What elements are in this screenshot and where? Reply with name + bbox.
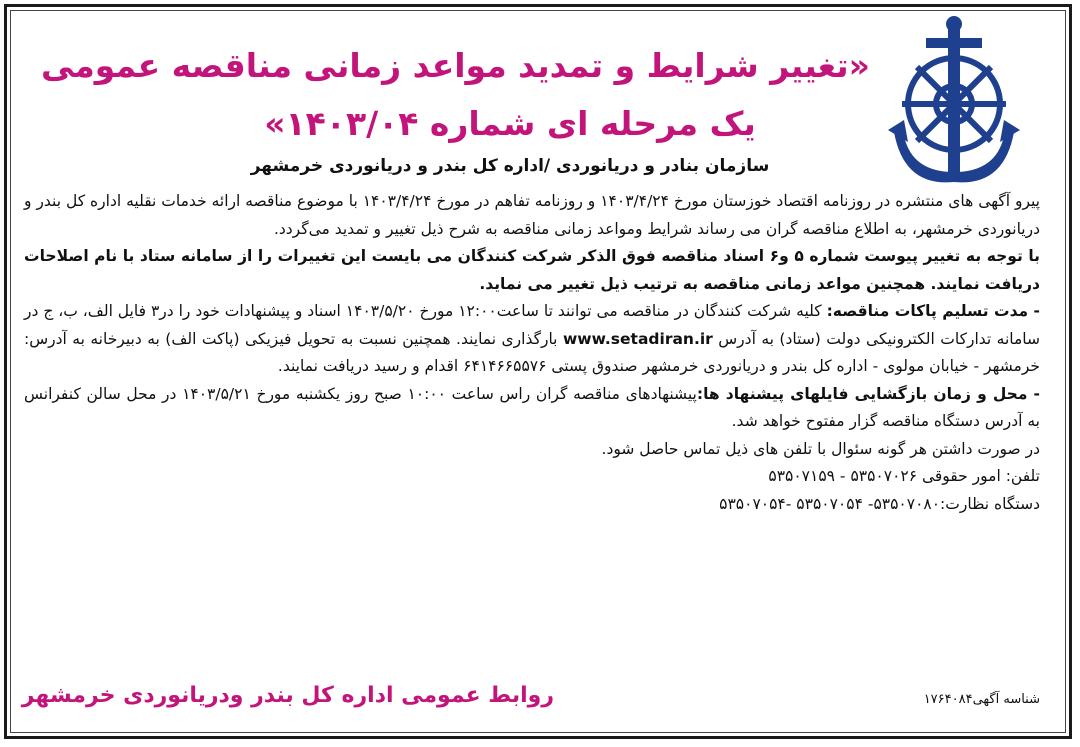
opening-paragraph xyxy=(24,381,1040,436)
website-link[interactable]: www.setadiran.ir xyxy=(562,329,713,348)
notice-title-line-1: «تغییر شرایط و تمدید مواعد زمانی مناقصه عمومی xyxy=(40,46,870,85)
questions-line: در صورت داشتن هر گونه سئوال با تلفن های ذیل تماس حاصل شود. xyxy=(601,439,1040,458)
delivery-paragraph xyxy=(24,298,1040,381)
phone-supervision-line: دستگاه نظارت:۵۳۵۰۷۰۸۰- ۵۳۵۰۷۰۵۴ -۵۳۵۰۷۰۵۴ xyxy=(719,494,1040,513)
delivery-label: - مدت تسلیم پاکات مناقصه: xyxy=(826,302,1040,320)
delivery-text-a: کلیه شرکت کنندگان در مناقصه می توانند تا ساعت۱۲:۰۰ مورخ ۱۴۰۳/۵/۲۰ اسناد و پیشنهادات خود را در۳ فایل الف، ب، ج در سامانه تدارکات الکترونیکی دولت (ستاد) به آدرس xyxy=(24,302,1041,348)
ad-id: شناسه آگهی۱۷۶۴۰۸۴ xyxy=(923,692,1040,707)
anchor-wheel-logo-icon xyxy=(874,12,1034,192)
notice-body xyxy=(24,188,1040,518)
bold-notice-paragraph: با توجه به تغییر پیوست شماره ۵ و۶ اسناد مناقصه فوق الذکر شرکت کنندگان می بایست این تغییرات را از سامانه ستاد با نام اصلاحات دریافت نمایند. همچنین مواعد زمانی مناقصه به ترتیب ذیل تغییر می نماید. xyxy=(24,247,1041,293)
notice-title-line-2: یک مرحله ای شماره ۱۴۰۳/۰۴» xyxy=(264,104,756,143)
notice-subtitle: سازمان بنادر و دریانوردی /اداره کل بندر و دریانوردی خرمشهر xyxy=(250,156,770,176)
intro-paragraph: پیرو آگهی های منتشره در روزنامه اقتصاد خوزستان مورخ ۱۴۰۳/۴/۲۴ و روزنامه تفاهم در مورخ ۱۴۰۳/۴/۲۴ با موضوع مناقصه ارائه خدمات نقلیه اداره کل بندر و دریانوردی خرمشهر، به اطلاع مناقصه گران می رساند شرایط ومواعد زمانی مناقصه به شرح ذیل تغییر و تمدید می‌گردد. xyxy=(24,192,1040,238)
delivery-text-b: بارگذاری نمایند. همچنین نسبت به تحویل فیزیکی (پاکت الف) به دبیرخانه به آدرس: خرمشهر - خیابان مولوی - اداره کل بندر و دریانوردی خرمشهر صندوق پستی ۶۴۱۴۶۶۵۵۷۶ اقدام و رسید دریافت نمایند. xyxy=(24,329,1040,375)
phone-legal-line: تلفن: امور حقوقی ۵۳۵۰۷۰۲۶ - ۵۳۵۰۷۱۵۹ xyxy=(768,467,1040,485)
opening-text: پیشنهادهای مناقصه گران راس ساعت ۱۰:۰۰ صبح روز یکشنبه مورخ ۱۴۰۳/۵/۲۱ در محل سالن کنفرانس به آدرس دستگاه مناقصه گزار مفتوح خواهد شد. xyxy=(24,384,1040,430)
opening-label: - محل و زمان بازگشایی فایلهای پیشنهاد ها: xyxy=(696,384,1040,403)
public-relations-signature: روابط عمومی اداره کل بندر ودریانوردی خرمشهر xyxy=(21,683,554,708)
